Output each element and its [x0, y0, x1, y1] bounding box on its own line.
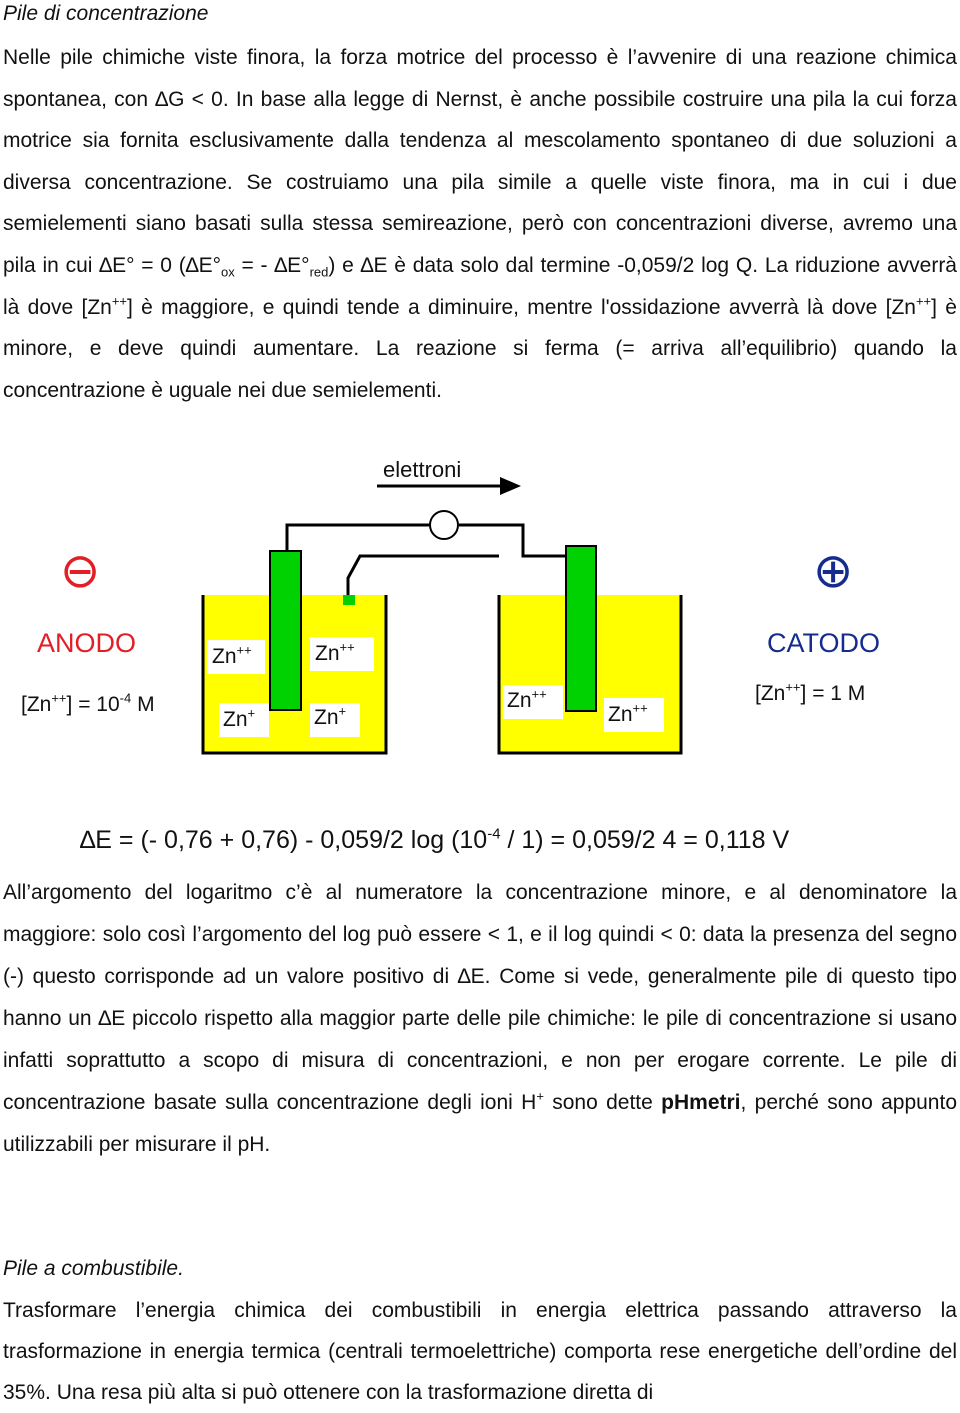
external-wire: [287, 525, 430, 553]
ion-zn1-label: Zn+: [223, 705, 256, 731]
ion-zn2-label: Zn++: [507, 686, 547, 712]
cathode-electrode: [566, 546, 596, 711]
electron-arrow: [377, 477, 521, 495]
salt-bridge: [348, 556, 499, 600]
paragraph-logarithm-explanation: All’argomento del logaritmo c’è al numeratore la concentrazione minore, e al denominatore la maggiore: solo così l’argomento del log può essere < 1, e il log quindi < 0: data la presenza del segno (-) questo corrisponde ad un valore positivo di ∆E. Come si vede, generalmente pile di questo tipo hanno un ∆E piccolo rispetto alla maggior parte delle pile chimiche: le pile di concentrazione si usano infatti soprattutto a scopo di misura di concentrazioni, e non per erogare corrente. Le pile di concentrazione basate sulla concentrazione degli ioni H+ sono dette pHmetri, perché sono appunto utilizzabili per misurare il pH.: [3, 881, 958, 1156]
section-title-concentration-cells: Pile di concentrazione: [3, 2, 209, 25]
ion-zn2-label: Zn++: [315, 639, 355, 665]
salt-bridge-tube: [343, 595, 355, 605]
external-wire-right: [459, 525, 576, 556]
minus-icon: ⊖: [60, 545, 101, 598]
electrons-label: elettroni: [383, 457, 462, 482]
plus-icon: ⊕: [813, 545, 854, 598]
cathode-concentration: [Zn++] = 1 M: [755, 679, 866, 705]
lamp-icon: [430, 511, 458, 539]
equation-delta-e: ∆E = (- 0,76 + 0,76) - 0,059/2 $\log (10^{-4} / 1) = 0,059/2$ 4 = 0,118 V: [80, 825, 790, 854]
anode-label: ANODO: [37, 628, 137, 658]
ion-zn2-label: Zn++: [608, 700, 648, 726]
anode-concentration: $[Zn^{++}] = 10^{-4}$ M: [21, 690, 155, 716]
anode-electrode: [270, 551, 301, 710]
ion-zn2-label: Zn++: [212, 642, 252, 668]
cathode-label: CATODO: [767, 628, 881, 658]
paragraph-concentration-cells: Nelle pile chimiche viste finora, la forza motrice del processo è l’avvenire di una reazione chimica spontanea, con ∆G < 0. In base alla legge di Nernst, è anche possibile costruire una pila la cui forza motrice sia fornita esclusivamente dalla tendenza al mescolamento spontaneo di due soluzioni a diversa concentrazione. Se costruiamo una pila simile a quelle viste finora, ma in cui i due semielementi siano basati sulla stessa semireazione, però con concentrazioni diverse, avremo una pila in cui ∆E° = 0 ($\Delta E^\circ_{ox}$ = - $\Delta E^\circ_{red}$) e ∆E è data solo dal termine -0,059/2 log Q. La riduzione avverrà là dove [Zn++] è maggiore, e quindi tende a diminuire, mentre l'ossidazione avverrà là dove [Zn++] è minore, e deve quindi aumentare. La reazione si ferma (= arriva all’equilibrio) quando la concentrazione è uguale nei due semielementi.: [3, 46, 957, 402]
section-title-fuel-cells: Pile a combustibile.: [3, 1257, 184, 1280]
paragraph-fuel-cells: Trasformare l’energia chimica dei combustibili in energia elettrica passando attraverso la trasformazione in energia termica (centrali termoelettriche) comporta rese energetiche dell’ordine del 35%. Una resa più alta si può ottenere con la trasformazione diretta di: [3, 1299, 957, 1404]
ion-zn1-label: Zn+: [314, 703, 347, 729]
